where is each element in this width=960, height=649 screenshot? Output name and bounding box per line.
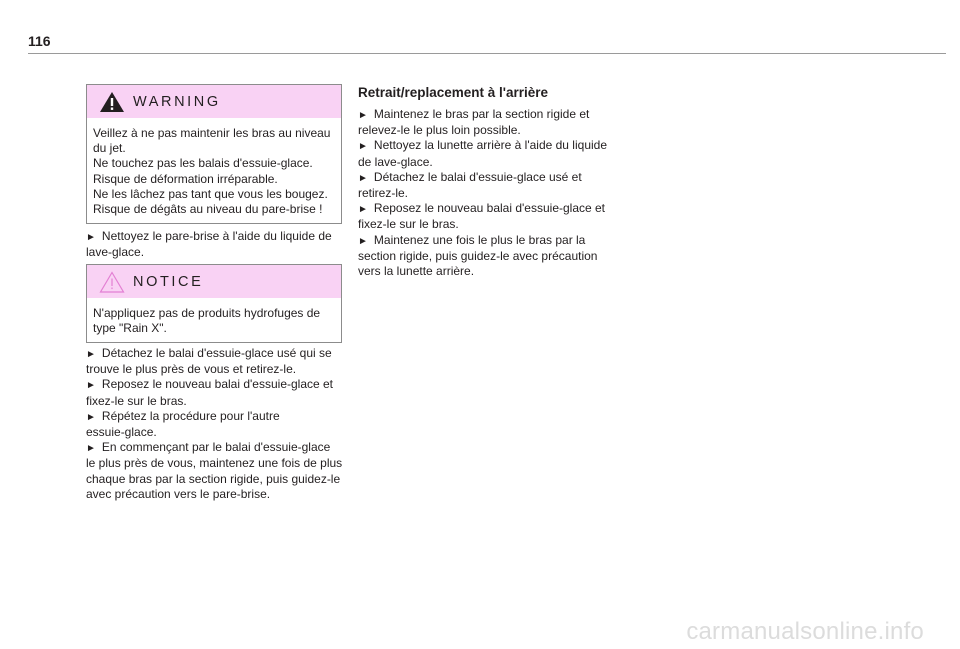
warning-line: Ne touchez pas les balais d'essuie-glace. — [93, 156, 313, 171]
arrow-right-icon: ► — [358, 204, 368, 216]
warning-line: Veillez à ne pas maintenir les bras au niveau — [93, 126, 331, 140]
warning-line: Risque de dégâts au niveau du pare-brise ! — [93, 202, 323, 217]
step-text: Maintenez le bras par la section rigide et — [373, 107, 590, 121]
step-text: avec précaution vers le pare-brise. — [86, 486, 271, 501]
step-text: Reposez le nouveau balai d'essuie-glace et — [101, 377, 334, 392]
notice-triangle-icon — [99, 271, 125, 293]
step-text: Répétez la procédure pour l'autre — [101, 408, 280, 423]
notice-box — [86, 264, 342, 343]
warning-text — [87, 118, 341, 223]
rear-steps — [358, 107, 607, 279]
step-text: trouve le plus près de vous et retirez-le. — [86, 362, 297, 377]
arrow-right-icon: ► — [86, 443, 96, 455]
step-text: Nettoyez la lunette arrière à l'aide du liquide — [373, 138, 608, 153]
step-text: le plus près de vous, maintenez une fois de plus — [86, 456, 343, 471]
notice-title: NOTICE — [133, 273, 204, 290]
warning-line: Risque de déformation irréparable. — [93, 171, 278, 186]
step-text: chaque bras par la section rigide, puis guidez-le — [86, 471, 341, 486]
step-text: fixez-le sur le bras. — [358, 217, 459, 232]
step-text: section rigide, puis guidez-le avec précaution — [358, 248, 598, 263]
step-text: Détachez le balai d'essuie-glace usé qui se — [101, 346, 332, 360]
step-text: vers la lunette arrière. — [358, 264, 475, 279]
step-text: relevez-le le plus loin possible. — [358, 123, 521, 138]
front-steps — [86, 346, 342, 502]
arrow-right-icon: ► — [358, 141, 368, 153]
step-text: Détachez le balai d'essuie-glace usé et — [373, 169, 582, 184]
arrow-right-icon: ► — [86, 380, 96, 392]
step-text: retirez-le. — [358, 186, 409, 201]
arrow-right-icon: ► — [86, 411, 96, 423]
step-text: essuie-glace. — [86, 425, 157, 440]
step-text: En commençant par le balai d'essuie-glace — [101, 440, 331, 455]
notice-text — [87, 298, 341, 342]
windshield-step — [86, 229, 332, 260]
step-text: lave-glace. — [86, 245, 145, 260]
watermark: carmanualsonline.info — [686, 618, 924, 645]
step-text: Maintenez une fois le plus le bras par la — [373, 232, 586, 247]
page-number: 116 — [28, 33, 51, 49]
warning-triangle-icon — [99, 91, 125, 113]
arrow-right-icon: ► — [86, 349, 96, 360]
warning-line: du jet. — [93, 141, 126, 156]
step-text: de lave-glace. — [358, 154, 433, 169]
step-text: Reposez le nouveau balai d'essuie-glace et — [373, 201, 606, 216]
notice-line: N'appliquez pas de produits hydrofuges de — [93, 306, 321, 320]
header-rule — [28, 53, 946, 54]
notice-line: type "Rain X". — [93, 321, 167, 336]
step-text: Nettoyez le pare-brise à l'aide du liquide de — [101, 229, 332, 243]
warning-line: Ne les lâchez pas tant que vous les bougez. — [93, 186, 328, 201]
step-text: fixez-le sur le bras. — [86, 393, 187, 408]
arrow-right-icon: ► — [86, 232, 96, 243]
rear-heading: Retrait/replacement à l'arrière — [358, 85, 549, 100]
arrow-right-icon: ► — [358, 172, 368, 184]
warning-box — [86, 84, 342, 224]
arrow-right-icon: ► — [358, 235, 368, 247]
notice-header — [87, 265, 341, 298]
warning-header — [87, 85, 341, 118]
arrow-right-icon: ► — [358, 110, 368, 121]
warning-title: WARNING — [133, 93, 221, 110]
